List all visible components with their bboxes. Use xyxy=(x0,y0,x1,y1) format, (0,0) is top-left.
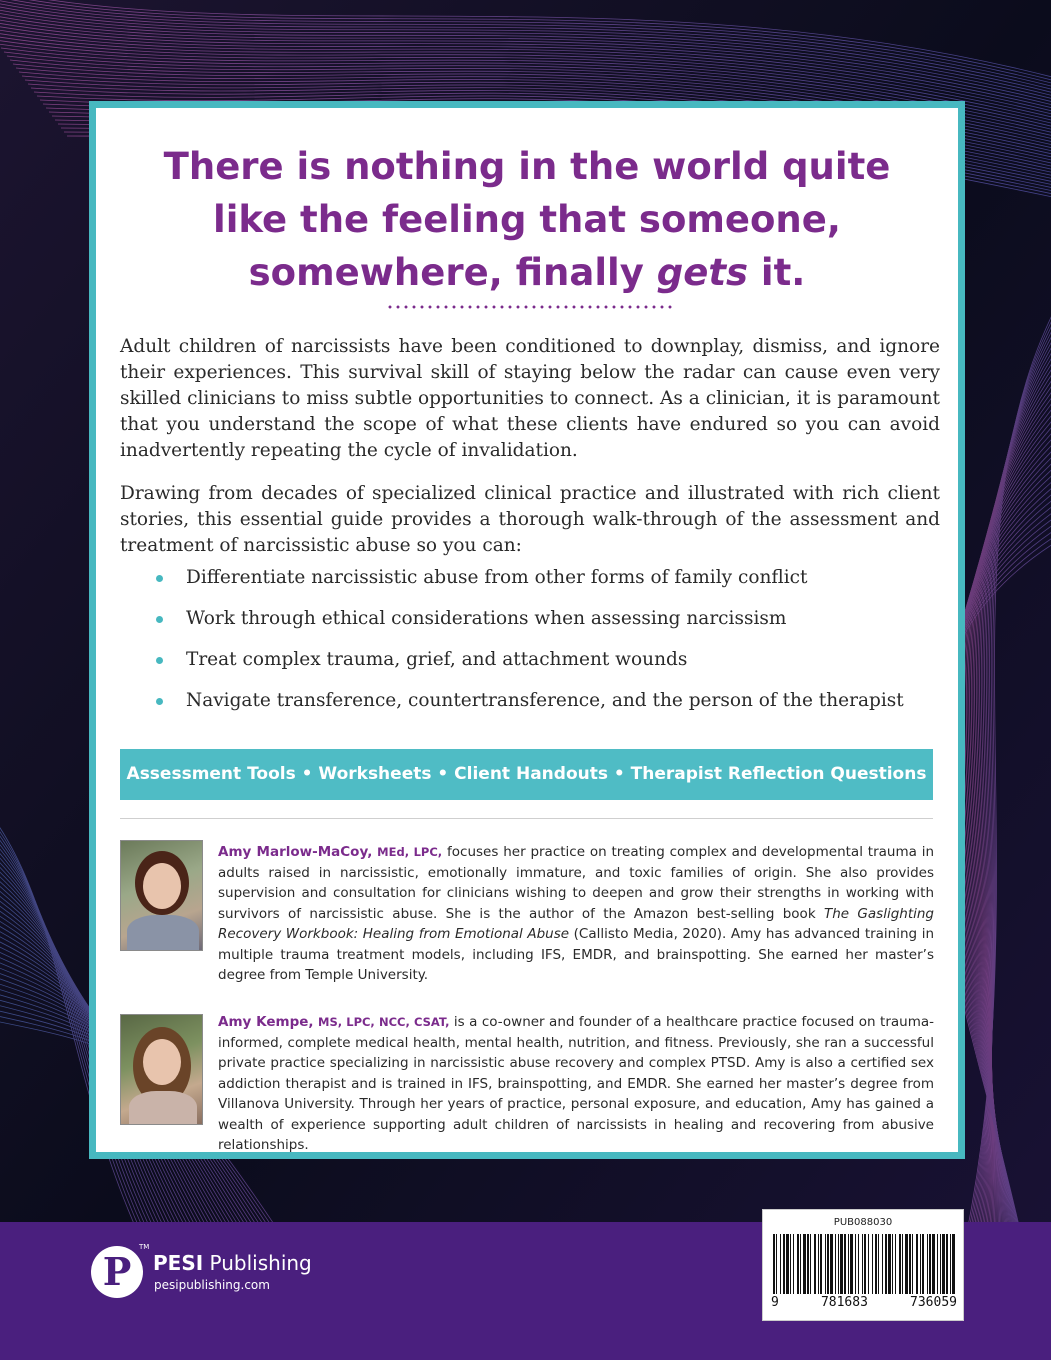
author-bio-text: is a co-owner and founder of a healthcare practice focused on trauma-informed, complete medical health, mental health, nutrition, and fitness. Previously, she ran a successful private practice specializing in narcissistic abuse recovery and complex PTSD. Amy is also a certified sex addiction therapist and is trained in IFS, brainspotting, and EMDR. She earned her master’s degree from Villanova University. Through her years of practice, personal exposure, and education, Amy has gained a wealth of experience supporting adult children of narcissists in healing and recovering from abusive relationships. xyxy=(218,1014,934,1153)
list-item-text: Differentiate narcissistic abuse from other forms of family conflict xyxy=(186,567,808,588)
author-photo-kempe xyxy=(120,1014,203,1125)
bullet-dot-icon xyxy=(156,698,163,705)
trademark-mark: TM xyxy=(139,1243,150,1251)
barcode-group-2: 736059 xyxy=(910,1295,957,1310)
list-item-text: Navigate transference, countertransference, and the person of the therapist xyxy=(186,690,904,711)
list-item xyxy=(156,649,904,690)
author-bio-text-end: (Callisto Media, 2020). Amy has advanced training in multiple trauma treatment models, including IFS, EMDR, and brainspotting. She earned her master’s degree from Temple University. xyxy=(218,926,934,983)
book-title: The Gaslighting Recovery Workbook: Healing from Emotional Abuse xyxy=(218,905,934,942)
dotted-divider xyxy=(386,304,676,310)
features-band: Assessment Tools • Worksheets • Client Handouts • Therapist Reflection Questions xyxy=(120,749,933,800)
headline-line-1: There is nothing in the world quite xyxy=(163,145,891,188)
headline-line-3-start: somewhere, finally xyxy=(248,251,657,294)
author-bio-text: focuses her practice on treating complex and developmental trauma in adults raised in narcissistic, emotionally immature, and toxic families of origin. She also provides supervision and consultation for clinicians wishing to deepen and grow their strengths in working with survivors of narcissistic abuse. She is the author of the Amazon best-selling book xyxy=(218,844,935,922)
barcode-digit-first: 9 xyxy=(771,1295,779,1310)
bullet-dot-icon xyxy=(156,657,163,664)
barcode-number xyxy=(771,1295,957,1310)
list-item xyxy=(156,567,904,608)
author-photo-marlow-macoy xyxy=(120,840,203,951)
publisher-name xyxy=(153,1251,312,1275)
author-credentials: MEd, LPC, xyxy=(377,845,443,859)
headline-quote xyxy=(96,140,958,299)
benefit-list xyxy=(156,567,904,731)
list-item-text: Treat complex trauma, grief, and attachment wounds xyxy=(186,649,688,670)
list-item-text: Work through ethical considerations when assessing narcissism xyxy=(186,608,787,629)
bullet-dot-icon xyxy=(156,616,163,623)
isbn-barcode xyxy=(762,1209,964,1321)
author-bio-marlow-macoy xyxy=(218,842,934,986)
author-credentials: MS, LPC, NCC, CSAT, xyxy=(318,1015,450,1029)
pub-code: PUB088030 xyxy=(833,1217,893,1228)
barcode-bars xyxy=(773,1234,955,1294)
barcode-group-1: 781683 xyxy=(820,1295,868,1310)
author-bio-kempe xyxy=(218,1012,934,1156)
author-name: Amy Kempe, xyxy=(218,1014,314,1030)
intro-paragraph: Adult children of narcissists have been conditioned to downplay, dismiss, and ignore their experiences. This survival skill of staying below the radar can cause even very skilled clinicians to miss subtle opportunities to connect. As a clinician, it is paramount that you understand the scope of what these clients have endured so you can avoid inadvertently repeating the cycle of invalidation. xyxy=(120,336,940,461)
bullet-dot-icon xyxy=(156,575,163,582)
publisher-name-rest: Publishing xyxy=(203,1251,312,1275)
content-panel xyxy=(89,101,965,1159)
headline-line-3 xyxy=(96,246,958,299)
publisher-website: pesipublishing.com xyxy=(154,1278,270,1292)
list-item xyxy=(156,690,904,731)
headline-line-2: like the feeling that someone, xyxy=(213,198,841,241)
list-item xyxy=(156,608,904,649)
author-name: Amy Marlow-MaCoy, xyxy=(218,844,373,860)
section-divider xyxy=(120,818,933,819)
pesi-logo-icon: P xyxy=(91,1246,143,1298)
headline-emphasis: gets xyxy=(656,251,749,294)
headline-line-3-end: it. xyxy=(748,251,806,294)
publisher-name-bold: PESI xyxy=(153,1251,204,1275)
guide-paragraph: Drawing from decades of specialized clinical practice and illustrated with rich client stories, this essential guide provides a thorough walk-through of the assessment and treatment of narcissistic abuse so you can: xyxy=(120,483,940,556)
